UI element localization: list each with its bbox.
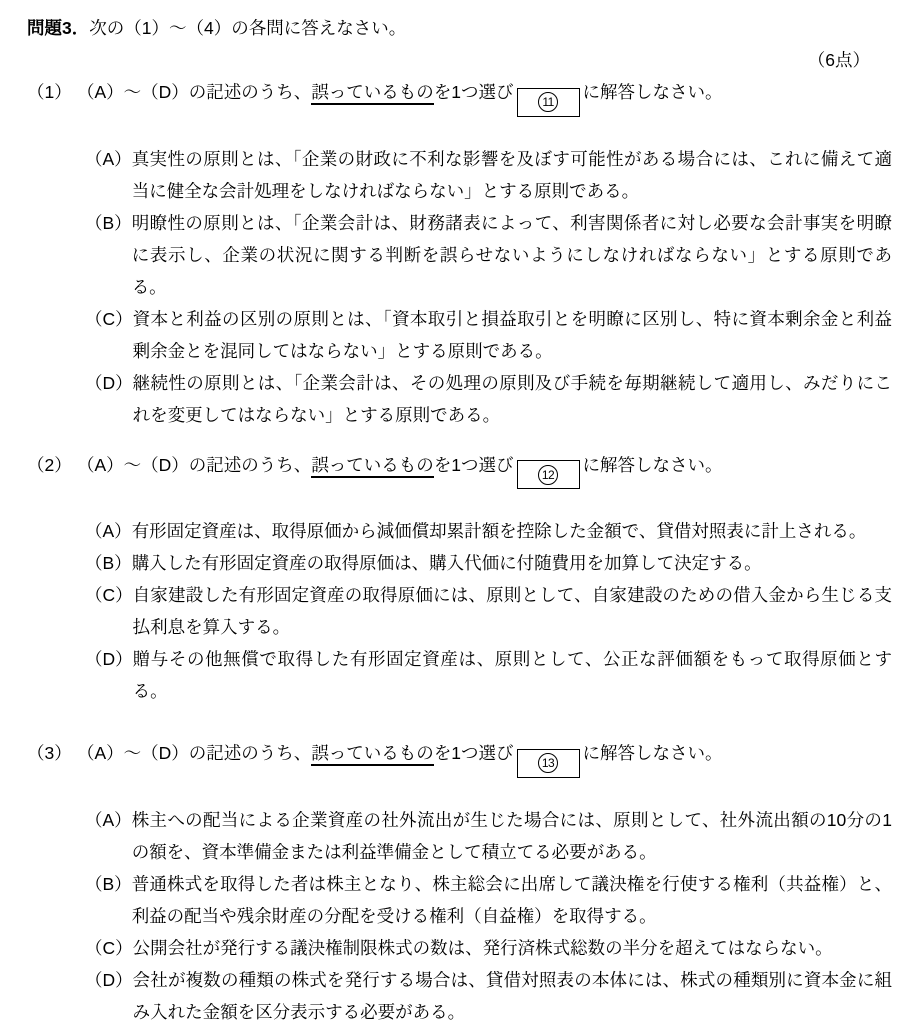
question-2-choices — [85, 515, 892, 707]
question-3-prompt-text — [77, 737, 892, 778]
answer-box-12 — [517, 460, 580, 489]
choice-label: （D） — [85, 372, 133, 393]
circled-number-13: 13 — [538, 753, 558, 773]
choice-2b — [85, 547, 892, 579]
prompt-pre: （A）～（D）の記述のうち、 — [77, 743, 312, 764]
choice-text: 継続性の原則とは、「企業会計は、その処理の原則及び手続を毎期継続して適用し、みだりにこれを変更してはならない」とする原則である。 — [132, 372, 892, 425]
prompt-post: に解答しなさい。 — [582, 454, 723, 475]
choice-label: （D） — [85, 969, 133, 990]
choice-label: （A） — [85, 521, 132, 542]
question-2-number: （2） — [27, 454, 72, 475]
question-1-number: （1） — [27, 82, 72, 103]
prompt-mid: を1つ選び — [433, 82, 514, 103]
question-3-number: （3） — [27, 743, 72, 764]
circled-number-12: 12 — [538, 465, 558, 485]
choice-label: （C） — [85, 585, 133, 606]
choice-1a — [85, 143, 892, 207]
choice-text: 株主への配当による企業資産の社外流出が生じた場合には、原則として、社外流出額の10分の1の額を、資本準備金または利益準備金として積立てる必要がある。 — [131, 809, 892, 862]
question-3-prompt — [27, 737, 892, 778]
choice-text: 真実性の原則とは、「企業の財政に不利な影響を及ぼす可能性がある場合には、これに備えて適当に健全な会計処理をしなければならない」とする原則である。 — [131, 148, 892, 201]
choice-1d — [85, 367, 892, 431]
prompt-pre: （A）～（D）の記述のうち、 — [77, 82, 312, 103]
choice-3b — [85, 868, 892, 932]
choice-label: （B） — [85, 212, 132, 233]
problem-instruction: 次の（1）～（4）の各問に答えなさい。 — [89, 18, 407, 38]
choice-3a — [85, 804, 892, 868]
prompt-post: に解答しなさい。 — [582, 743, 723, 764]
choice-1b — [85, 207, 892, 303]
choice-1c — [85, 303, 892, 367]
question-2-prompt — [27, 449, 892, 490]
underlined-phrase: 誤っているもの — [311, 82, 434, 105]
question-3-choices — [85, 804, 892, 1024]
choice-label: （B） — [85, 553, 132, 574]
choice-text: 贈与その他無償で取得した有形固定資産は、原則として、公正な評価額をもって取得原価とする。 — [132, 649, 892, 702]
choice-text: 会社が複数の種類の株式を発行する場合は、貸借対照表の本体には、株式の種類別に資本金に組み入れた金額を区分表示する必要がある。 — [132, 969, 892, 1022]
question-2-prompt-text — [77, 449, 892, 490]
choice-3c — [85, 932, 892, 964]
choice-2d — [85, 643, 892, 707]
answer-box-13 — [517, 749, 580, 778]
answer-box-11 — [517, 88, 580, 117]
choice-label: （A） — [85, 809, 132, 830]
prompt-mid: を1つ選び — [433, 743, 514, 764]
choice-label: （B） — [85, 873, 132, 894]
question-1-prompt-text — [77, 76, 892, 117]
choice-text: 公開会社が発行する議決権制限株式の数は、発行済株式総数の半分を超えてはならない。 — [132, 937, 833, 958]
circled-number-11: 11 — [538, 92, 558, 112]
problem-header — [27, 12, 892, 44]
question-1-choices — [85, 143, 892, 431]
underlined-phrase: 誤っているもの — [311, 743, 434, 766]
choice-label: （D） — [85, 649, 133, 670]
prompt-post: に解答しなさい。 — [582, 82, 723, 103]
question-1-prompt — [27, 76, 892, 117]
problem-number: 問題3． — [27, 18, 90, 38]
choice-3d — [85, 964, 892, 1024]
question-3 — [27, 737, 892, 1024]
choice-text: 自家建設した有形固定資産の取得原価には、原則として、自家建設のための借入金から生じる支払利息を算入する。 — [132, 585, 892, 638]
choice-label: （C） — [85, 937, 133, 958]
choice-2a — [85, 515, 892, 547]
choice-label: （A） — [85, 148, 132, 169]
choice-text: 明瞭性の原則とは、「企業会計は、財務諸表によって、利害関係者に対し必要な会計事実を明瞭に表示し、企業の状況に関する判断を誤らせないようにしなければならない」とする原則である。 — [131, 212, 892, 297]
choice-text: 普通株式を取得した者は株主となり、株主総会に出席して議決権を行使する権利（共益権）と、利益の配当や残余財産の分配を受ける権利（自益権）を取得する。 — [131, 873, 892, 926]
question-1 — [27, 76, 892, 431]
choice-text: 資本と利益の区別の原則とは、「資本取引と損益取引とを明瞭に区別し、特に資本剰余金と利益剰余金とを混同してはならない」とする原則である。 — [132, 308, 892, 361]
underlined-phrase: 誤っているもの — [311, 455, 434, 478]
prompt-mid: を1つ選び — [433, 454, 514, 475]
choice-2c — [85, 579, 892, 643]
question-2 — [27, 449, 892, 708]
choice-text: 購入した有形固定資産の取得原価は、購入代価に付随費用を加算して決定する。 — [131, 553, 762, 574]
points-label: （6点） — [807, 50, 870, 71]
choice-text: 有形固定資産は、取得原価から減価償却累計額を控除した金額で、貸借対照表に計上される。 — [131, 521, 867, 542]
prompt-pre: （A）～（D）の記述のうち、 — [77, 454, 312, 475]
choice-label: （C） — [85, 308, 133, 329]
